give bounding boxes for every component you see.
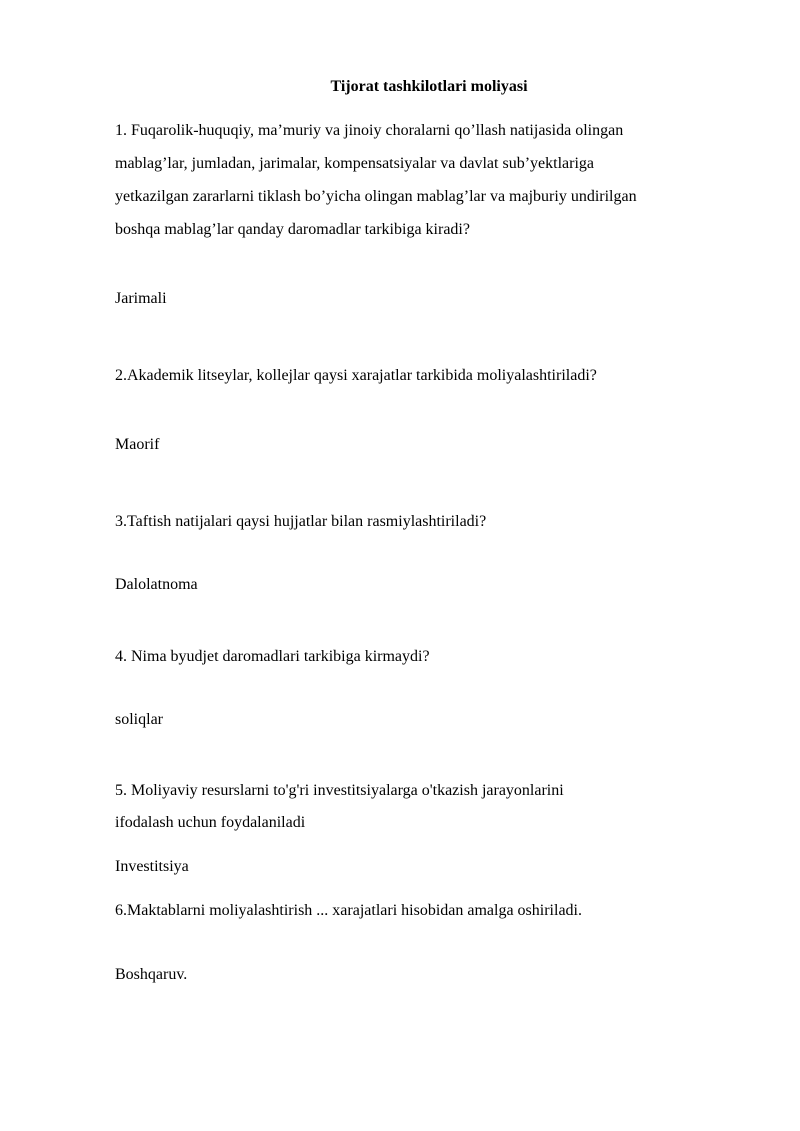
answer-5: Investitsiya bbox=[115, 858, 189, 875]
question-1-line-3: yetkazilgan zararlarni tiklash bo’yicha olingan mablag’lar va majburiy undirilgan bbox=[115, 188, 637, 205]
question-5-line-1: 5. Moliyaviy resurslarni to'g'ri investitsiyalarga o'tkazish jarayonlarini bbox=[115, 782, 564, 799]
document-title: Tijorat tashkilotlari moliyasi bbox=[330, 78, 528, 95]
question-5-line-2: ifodalash uchun foydalaniladi bbox=[115, 814, 306, 831]
answer-2: Maorif bbox=[115, 436, 160, 453]
question-4: 4. Nima byudjet daromadlari tarkibiga kirmaydi? bbox=[115, 648, 430, 665]
answer-4: soliqlar bbox=[115, 711, 163, 728]
question-6: 6.Maktablarni moliyalashtirish ... xarajatlari hisobidan amalga oshiriladi. bbox=[115, 902, 582, 919]
question-3: 3.Taftish natijalari qaysi hujjatlar bilan rasmiylashtiriladi? bbox=[115, 513, 487, 530]
answer-3: Dalolatnoma bbox=[115, 576, 198, 593]
question-1-line-4: boshqa mablag’lar qanday daromadlar tarkibiga kiradi? bbox=[115, 221, 470, 238]
question-1-line-1: 1. Fuqarolik-huquqiy, ma’muriy va jinoiy choralarni qo’llash natijasida olingan bbox=[115, 122, 624, 139]
answer-1: Jarimali bbox=[115, 290, 167, 307]
question-1-line-2: mablag’lar, jumladan, jarimalar, kompensatsiyalar va davlat sub’yektlariga bbox=[115, 155, 594, 172]
question-2: 2.Akademik litseylar, kollejlar qaysi xarajatlar tarkibida moliyalashtiriladi? bbox=[115, 367, 597, 384]
answer-6: Boshqaruv. bbox=[115, 966, 188, 983]
